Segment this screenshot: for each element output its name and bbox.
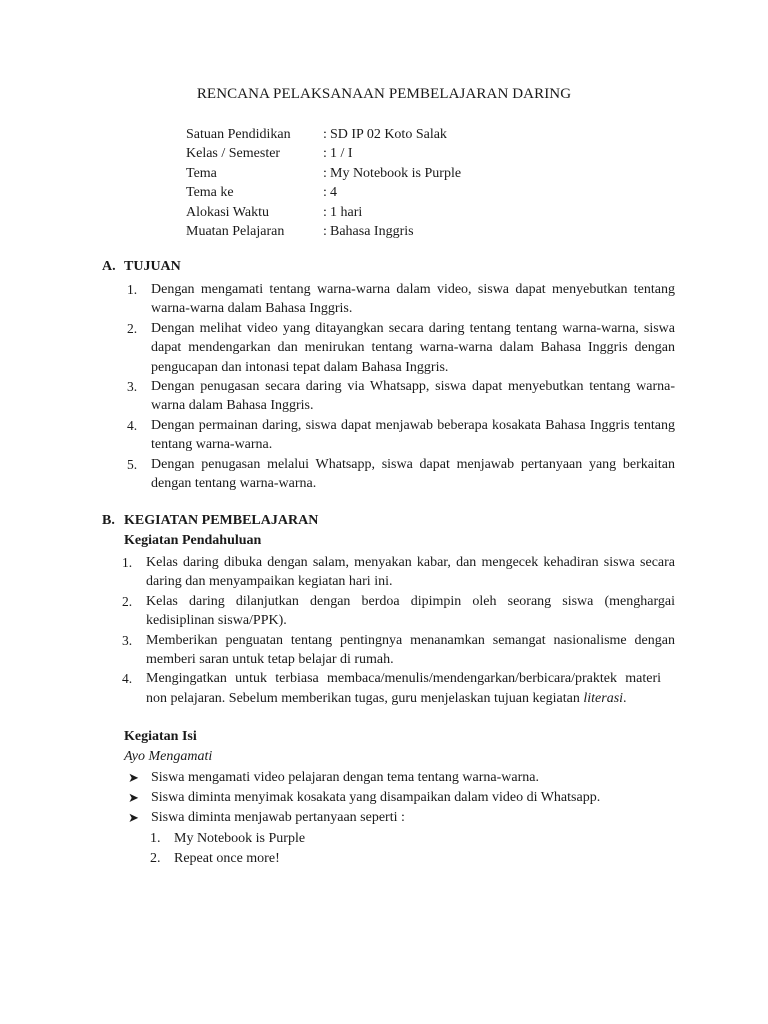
identity-colon: : (323, 127, 327, 142)
list-item (127, 455, 675, 494)
identity-row (186, 164, 461, 183)
section-title: KEGIATAN PEMBELAJARAN (124, 513, 319, 528)
item-number: 5. (127, 456, 138, 472)
identity-label: Satuan Pendidikan (186, 127, 291, 142)
list-item (127, 319, 675, 377)
section-a-heading (102, 259, 181, 275)
list-item (122, 592, 675, 631)
arrow-list-item (128, 788, 600, 808)
list-item (122, 553, 675, 592)
question-list (150, 829, 305, 869)
arrow-list-item (128, 768, 600, 788)
list-item (150, 829, 305, 849)
identity-label: Kelas / Semester (186, 146, 281, 162)
item-text: Dengan permainan daring, siswa dapat menjawab beberapa kosakata Bahasa Inggris tentang tentang warna-warna. (151, 417, 675, 453)
identity-value: SD IP 02 Koto Salak (330, 127, 447, 142)
arrow-list-item (128, 808, 600, 828)
identity-colon: : (323, 223, 327, 239)
item-number: 2. (122, 593, 133, 609)
item-number: 1. (150, 831, 161, 846)
item-number: 3. (122, 632, 133, 648)
identity-value: 4 (330, 185, 337, 201)
section-title: TUJUAN (124, 259, 181, 274)
item-text: Dengan mengamati tentang warna-warna dalam video, siswa dapat menyebutkan tentang warna-warna dalam Bahasa Inggris. (151, 282, 675, 317)
identity-table (186, 125, 461, 241)
item-number: 1. (122, 555, 133, 570)
item-text: Siswa diminta menjawab pertanyaan seperti : (151, 810, 405, 826)
identity-label: Tema (186, 165, 217, 181)
item-text: Memberikan penguatan tentang pentingnya menanamkan semangat nasionalisme dengan memberi saran untuk tetap belajar di rumah. (146, 632, 675, 668)
item-text: Kelas daring dilanjutkan dengan berdoa dipimpin oleh seorang siswa (menghargai kedisiplinan siswa/PPK). (146, 593, 675, 629)
item-number: 1. (127, 282, 138, 297)
identity-colon: : (323, 146, 327, 162)
arrow-bullet-icon: ➤ (128, 810, 139, 826)
identity-value: My Notebook is Purple (330, 165, 462, 181)
list-item (150, 849, 305, 869)
identity-row (186, 222, 461, 241)
identity-value: Bahasa Inggris (330, 223, 414, 239)
list-item (127, 377, 675, 416)
identity-row (186, 144, 461, 163)
identity-label: Muatan Pelajaran (186, 223, 285, 239)
identity-colon: : (323, 185, 327, 201)
item-text-italic: literasi (583, 690, 624, 706)
item-text: My Notebook is Purple (174, 831, 306, 846)
identity-value: 1 hari (330, 204, 363, 220)
item-text: Siswa diminta menyimak kosakata yang disampaikan dalam video di Whatsapp. (151, 790, 601, 806)
item-number: 4. (127, 417, 138, 433)
ayo-mengamati-subheading: Ayo Mengamati (124, 749, 213, 764)
document-title: RENCANA PELAKSANAAN PEMBELAJARAN DARING (196, 86, 572, 102)
arrow-bullet-icon: ➤ (128, 790, 139, 806)
list-item (122, 669, 661, 708)
isi-heading: Kegiatan Isi (124, 729, 197, 744)
item-number: 2. (150, 851, 161, 867)
item-number: 2. (127, 320, 138, 336)
item-text-end: . (623, 690, 627, 706)
pendahuluan-heading: Kegiatan Pendahuluan (124, 533, 262, 548)
item-text: Dengan melihat video yang ditayangkan secara daring tentang tentang warna-warna, siswa dapat mendengarkan dan menirukan tentang warna-warna dalam Bahasa Inggris dengan pengucapan dan intonasi tepat dalam Bahasa Inggris. (151, 320, 675, 375)
item-text: Siswa mengamati video pelajaran dengan tema tentang warna-warna. (151, 770, 539, 785)
item-text: Dengan penugasan melalui Whatsapp, siswa dapat menjawab pertanyaan yang berkaitan dengan tentang warna-warna. (151, 456, 675, 492)
identity-row (186, 203, 461, 222)
section-b-heading (102, 513, 318, 529)
identity-colon: : (323, 204, 327, 220)
item-number: 3. (127, 379, 138, 395)
arrow-list (128, 768, 600, 829)
item-text: Dengan penugasan secara daring via Whatsapp, siswa dapat menyebutkan tentang warna-warna dalam Bahasa Inggris. (151, 379, 675, 414)
identity-value: 1 / I (330, 146, 353, 162)
identity-row (186, 183, 461, 202)
section-letter: A. (102, 259, 116, 274)
item-text: Kelas daring dibuka dengan salam, menyakan kabar, dan mengecek kehadiran siswa secara daring dan menyampaikan kegiatan hari ini. (146, 555, 675, 590)
arrow-bullet-icon: ➤ (128, 770, 139, 785)
list-item (127, 416, 675, 455)
identity-label: Tema ke (186, 185, 234, 201)
item-number: 4. (122, 671, 133, 687)
list-item (127, 280, 675, 319)
section-letter: B. (102, 513, 115, 528)
item-text: Mengingatkan untuk terbiasa membaca/menulis/mendengarkan/berbicara/praktek materi non pelajaran. Sebelum memberikan tugas, guru menjelaskan tujuan kegiatan (146, 671, 661, 706)
identity-label: Alokasi Waktu (186, 204, 269, 220)
identity-row (186, 125, 461, 144)
item-text: Repeat once more! (174, 851, 280, 867)
tujuan-list (127, 280, 675, 493)
identity-colon: : (323, 165, 327, 181)
list-item (122, 631, 675, 670)
pendahuluan-list (122, 553, 675, 708)
